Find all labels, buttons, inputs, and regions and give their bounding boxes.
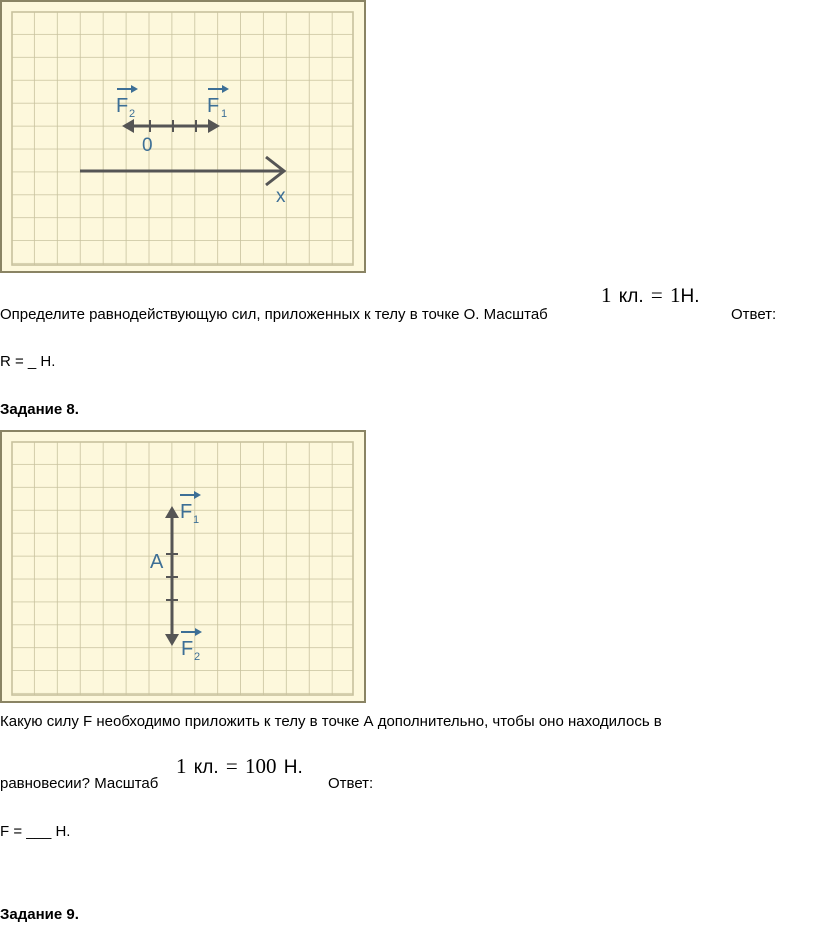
svg-text:F: F [181, 638, 194, 660]
svg-text:F: F [180, 501, 193, 523]
grid [12, 12, 353, 265]
task7-answer-line: R = _ Н. [0, 353, 56, 370]
task7-scale-formula: 1 кл. = 1Н. [601, 283, 700, 307]
svg-text:F: F [207, 95, 220, 117]
task9-heading: Задание 9. [0, 906, 79, 923]
svg-text:2: 2 [129, 108, 136, 120]
task8-answer-line: F = ___ Н. [0, 823, 71, 840]
task8-heading: Задание 8. [0, 401, 79, 418]
task8-question-line2: равновесии? Масштаб [0, 775, 159, 792]
force-diagram-2 [0, 430, 367, 705]
task8-answer-label: Ответ: [328, 775, 374, 792]
svg-text:2: 2 [194, 651, 201, 663]
origin-label: 0 [142, 135, 153, 156]
force-diagram-1 [0, 0, 367, 275]
svg-text:F: F [116, 95, 129, 117]
task7-answer-label: Ответ: [731, 306, 777, 323]
svg-text:1: 1 [221, 108, 228, 120]
axis-label-x: x [276, 186, 286, 207]
point-label-a: A [150, 551, 164, 573]
svg-text:1: 1 [193, 514, 200, 526]
task7-question: Определите равнодействующую сил, приложенных к телу в точке О. Масштаб [0, 306, 548, 323]
task8-question-line1: Какую силу F необходимо приложить к телу в точке А дополнительно, чтобы оно находилось в [0, 713, 662, 730]
task8-scale-formula: 1 кл. = 100 Н. [176, 754, 303, 778]
